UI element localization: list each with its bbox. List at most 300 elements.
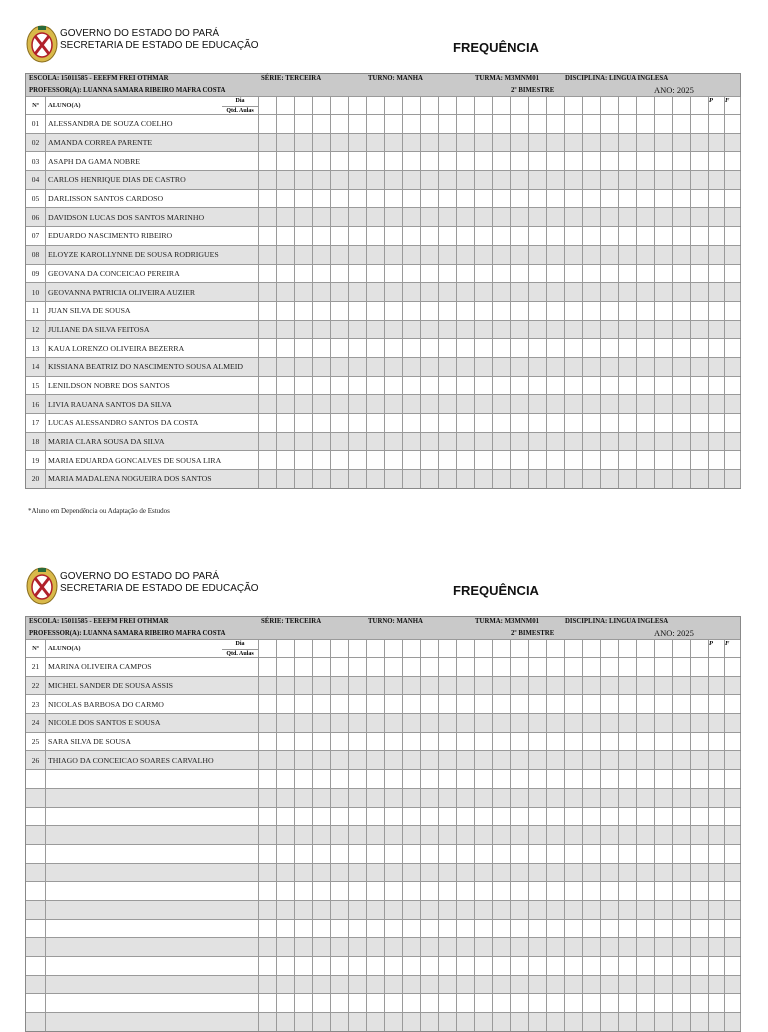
day-cell [313,938,331,956]
day-cell [691,414,709,432]
day-cell [691,733,709,751]
day-cell [367,339,385,357]
day-cell [583,433,601,451]
day-cell [511,470,529,488]
day-cell [349,339,367,357]
day-cell [457,695,475,713]
table-row [26,301,740,320]
absence-cell [725,770,741,788]
day-cell [511,640,529,657]
day-cell [583,808,601,826]
day-cell [601,246,619,264]
day-cell [349,658,367,676]
day-cell [619,283,637,301]
day-cell [511,246,529,264]
day-cell [529,1013,547,1031]
attendance-cells [259,414,741,432]
day-cell [439,695,457,713]
day-cell [547,695,565,713]
day-cell [547,321,565,339]
day-cell [295,976,313,994]
day-cell [601,751,619,769]
day-cell [367,395,385,413]
day-cell [655,414,673,432]
day-cell [493,770,511,788]
day-cell [673,882,691,900]
day-cell [295,377,313,395]
classes-count-label: Qtd. Aulas [226,650,254,657]
day-cell [259,433,277,451]
attendance-cells [259,302,741,320]
day-cell [529,901,547,919]
student-number: 09 [26,265,46,283]
day-cell [493,864,511,882]
day-cell [313,845,331,863]
day-cell [691,901,709,919]
day-cell [457,920,475,938]
absence-cell [725,789,741,807]
day-cell [619,695,637,713]
day-label: Dia [222,97,258,107]
day-cell [511,901,529,919]
day-cell [385,901,403,919]
day-cell [655,677,673,695]
day-cell [565,265,583,283]
day-cell [259,414,277,432]
day-cell [493,882,511,900]
day-cell [367,994,385,1012]
student-number [26,976,46,994]
day-cell [403,714,421,732]
day-cell [295,97,313,114]
day-cell [457,994,475,1012]
day-cell [385,283,403,301]
class-info-header [26,74,740,96]
day-cell [529,97,547,114]
day-cell [493,115,511,133]
presence-cell [709,826,725,844]
day-cell [691,808,709,826]
day-cell [529,302,547,320]
day-cell [529,976,547,994]
school-label: ESCOLA: 15011585 - EEEFM FREI OTHMAR [29,75,169,82]
presence-cell [709,451,725,469]
day-cell [529,733,547,751]
day-cell [313,658,331,676]
table-row [26,825,740,844]
day-cell [385,994,403,1012]
day-cell [439,302,457,320]
day-cell [421,1013,439,1031]
day-cell [655,377,673,395]
day-cell [457,115,475,133]
day-cell [511,433,529,451]
absence-cell [725,976,741,994]
student-number: 13 [26,339,46,357]
attendance-cells [259,377,741,395]
day-cell [295,152,313,170]
day-cell [439,640,457,657]
presence-cell [709,246,725,264]
day-cell [475,845,493,863]
day-cell [277,901,295,919]
day-cell [313,1013,331,1031]
day-cell [439,826,457,844]
day-cell [619,994,637,1012]
day-cell [367,97,385,114]
day-cell [475,283,493,301]
day-cell [385,976,403,994]
day-cell [295,171,313,189]
gov-line-1: GOVERNO DO ESTADO DO PARÁ [60,571,220,582]
attendance-cells [259,976,741,994]
day-cell [511,789,529,807]
day-cell [403,302,421,320]
day-cell [439,938,457,956]
day-cell [637,808,655,826]
student-number [26,826,46,844]
day-cell [313,976,331,994]
day-cell [475,171,493,189]
day-cell [259,152,277,170]
day-cell [331,358,349,376]
table-row [26,694,740,713]
attendance-cells [259,808,741,826]
student-number [26,938,46,956]
student-name [46,1013,259,1031]
table-row [26,657,740,676]
day-cell [295,677,313,695]
day-cell [313,377,331,395]
student-name [46,789,259,807]
day-cell [439,470,457,488]
day-cell [457,395,475,413]
day-cell [691,677,709,695]
day-cell [655,451,673,469]
day-cell [385,714,403,732]
day-cell [511,845,529,863]
day-cell [637,882,655,900]
grade-label: SÉRIE: TERCEIRA [261,75,322,82]
absence-column-header: F [725,97,741,114]
student-name: LIVIA RAUANA SANTOS DA SILVA [46,395,259,413]
day-cell [583,190,601,208]
day-cell [295,751,313,769]
day-cell [367,714,385,732]
day-cell [403,358,421,376]
para-state-seal-icon [26,566,58,606]
day-cell [385,414,403,432]
student-number: 24 [26,714,46,732]
day-cell [583,901,601,919]
day-cell [313,358,331,376]
day-cell [295,395,313,413]
day-cell [439,414,457,432]
absence-cell [725,283,741,301]
day-cell [583,976,601,994]
day-cell [673,808,691,826]
day-cell [547,733,565,751]
day-cell [601,976,619,994]
day-cell [637,994,655,1012]
day-cell [313,134,331,152]
day-cell [475,470,493,488]
day-cell [475,451,493,469]
day-cell [277,115,295,133]
absence-cell [725,1013,741,1031]
day-cell [619,152,637,170]
day-cell [583,994,601,1012]
day-cell [565,920,583,938]
day-cell [367,246,385,264]
absence-cell [725,882,741,900]
day-cell [421,377,439,395]
day-cell [277,733,295,751]
day-cell [601,171,619,189]
table-row [26,413,740,432]
day-cell [619,808,637,826]
day-cell [529,283,547,301]
day-cell [655,283,673,301]
day-cell [565,658,583,676]
presence-cell [709,134,725,152]
absence-cell [725,695,741,713]
day-cell [313,283,331,301]
table-row [26,376,740,395]
day-cell [349,677,367,695]
day-cell [655,134,673,152]
day-cell [277,957,295,975]
presence-cell [709,808,725,826]
absence-column-header: F [725,640,741,657]
day-cell [313,302,331,320]
day-cell [691,714,709,732]
student-name: LENILDSON NOBRE DOS SANTOS [46,377,259,395]
day-cell [457,171,475,189]
day-cell [331,808,349,826]
day-cell [583,134,601,152]
student-number: 03 [26,152,46,170]
day-cell [619,115,637,133]
shift-label: TURNO: MANHA [368,618,423,625]
day-cell [529,395,547,413]
day-cell [295,901,313,919]
day-cell [547,994,565,1012]
day-cell [547,789,565,807]
day-cell [403,246,421,264]
day-cell [601,321,619,339]
day-cell [403,826,421,844]
day-cell [673,208,691,226]
student-number [26,920,46,938]
day-cell [367,377,385,395]
day-cell [547,395,565,413]
day-cell [349,994,367,1012]
day-cell [439,751,457,769]
day-cell [547,190,565,208]
day-cell [673,770,691,788]
day-cell [655,733,673,751]
day-cell [565,302,583,320]
day-cell [457,808,475,826]
day-cell [421,920,439,938]
class-label: TURMA: M3MNM01 [475,75,539,82]
day-cell [565,901,583,919]
day-cell [295,358,313,376]
day-cell [313,640,331,657]
table-row [26,338,740,357]
day-cell [421,339,439,357]
day-cell [385,864,403,882]
day-cell [385,789,403,807]
attendance-cells [259,658,741,676]
day-cell [583,751,601,769]
day-cell [691,695,709,713]
absence-cell [725,751,741,769]
day-cell [331,433,349,451]
day-cell [493,751,511,769]
day-cell [655,190,673,208]
day-cell [547,433,565,451]
day-cell [547,826,565,844]
day-cell [673,994,691,1012]
day-cell [673,957,691,975]
day-cell [457,339,475,357]
day-cell [655,826,673,844]
day-cell [421,882,439,900]
day-cell [277,302,295,320]
day-cell [493,227,511,245]
day-cell [331,283,349,301]
day-cell [565,808,583,826]
day-cell [583,395,601,413]
absence-cell [725,339,741,357]
day-cell [565,714,583,732]
table-row [26,189,740,208]
day-cell [259,227,277,245]
attendance-cells [259,283,741,301]
day-cell [529,994,547,1012]
student-name [46,957,259,975]
day-cell [691,789,709,807]
day-cell [403,957,421,975]
absence-cell [725,358,741,376]
day-cell [295,433,313,451]
para-state-seal-icon [26,24,58,64]
day-cell [691,208,709,226]
day-cell [403,882,421,900]
day-cell [313,321,331,339]
day-cell [511,938,529,956]
day-cell [637,976,655,994]
attendance-cells [259,695,741,713]
day-cell [529,826,547,844]
day-cell [403,1013,421,1031]
day-cell [295,957,313,975]
day-cell [403,470,421,488]
day-cell [601,97,619,114]
day-cell [601,283,619,301]
day-cell [511,695,529,713]
day-cell [637,97,655,114]
student-name [46,938,259,956]
table-row [26,713,740,732]
day-cell [529,751,547,769]
day-cell [565,171,583,189]
day-cell [619,97,637,114]
attendance-cells [259,451,741,469]
table-row [26,788,740,807]
day-cell [691,938,709,956]
day-cell [673,171,691,189]
day-cell [475,957,493,975]
day-cell [421,808,439,826]
day-cell [475,134,493,152]
day-cell [349,97,367,114]
day-cell [277,789,295,807]
presence-cell [709,695,725,713]
day-cell [403,152,421,170]
day-cell [691,395,709,413]
day-cell [367,451,385,469]
day-cell [673,976,691,994]
day-cell [421,171,439,189]
day-cell [385,134,403,152]
day-cell [529,957,547,975]
day-cell [277,845,295,863]
absence-cell [725,246,741,264]
day-cell [349,451,367,469]
student-name: EDUARDO NASCIMENTO RIBEIRO [46,227,259,245]
day-cell [259,208,277,226]
day-cell [619,190,637,208]
day-cell [493,640,511,657]
day-cell [529,789,547,807]
day-cell [385,733,403,751]
day-cell [691,451,709,469]
student-number: 17 [26,414,46,432]
day-cell [583,920,601,938]
day-cell [385,190,403,208]
attendance-cells [259,171,741,189]
day-cell [601,901,619,919]
day-cell [457,451,475,469]
day-cell [511,134,529,152]
day-cell [565,994,583,1012]
day-cell [493,470,511,488]
day-cell [601,640,619,657]
day-cell [655,976,673,994]
day-cell [547,1013,565,1031]
year-label: ANO: 2025 [654,85,694,95]
day-cell [277,414,295,432]
day-cell [493,658,511,676]
student-number: 14 [26,358,46,376]
day-cell [277,152,295,170]
day-cell [331,882,349,900]
day-cell [691,957,709,975]
day-cell [583,658,601,676]
day-cell [313,751,331,769]
day-cell [421,658,439,676]
day-cell [655,808,673,826]
presence-cell [709,733,725,751]
day-cell [691,845,709,863]
day-cell [547,882,565,900]
table-row [26,956,740,975]
day-cell [529,658,547,676]
student-number: 26 [26,751,46,769]
